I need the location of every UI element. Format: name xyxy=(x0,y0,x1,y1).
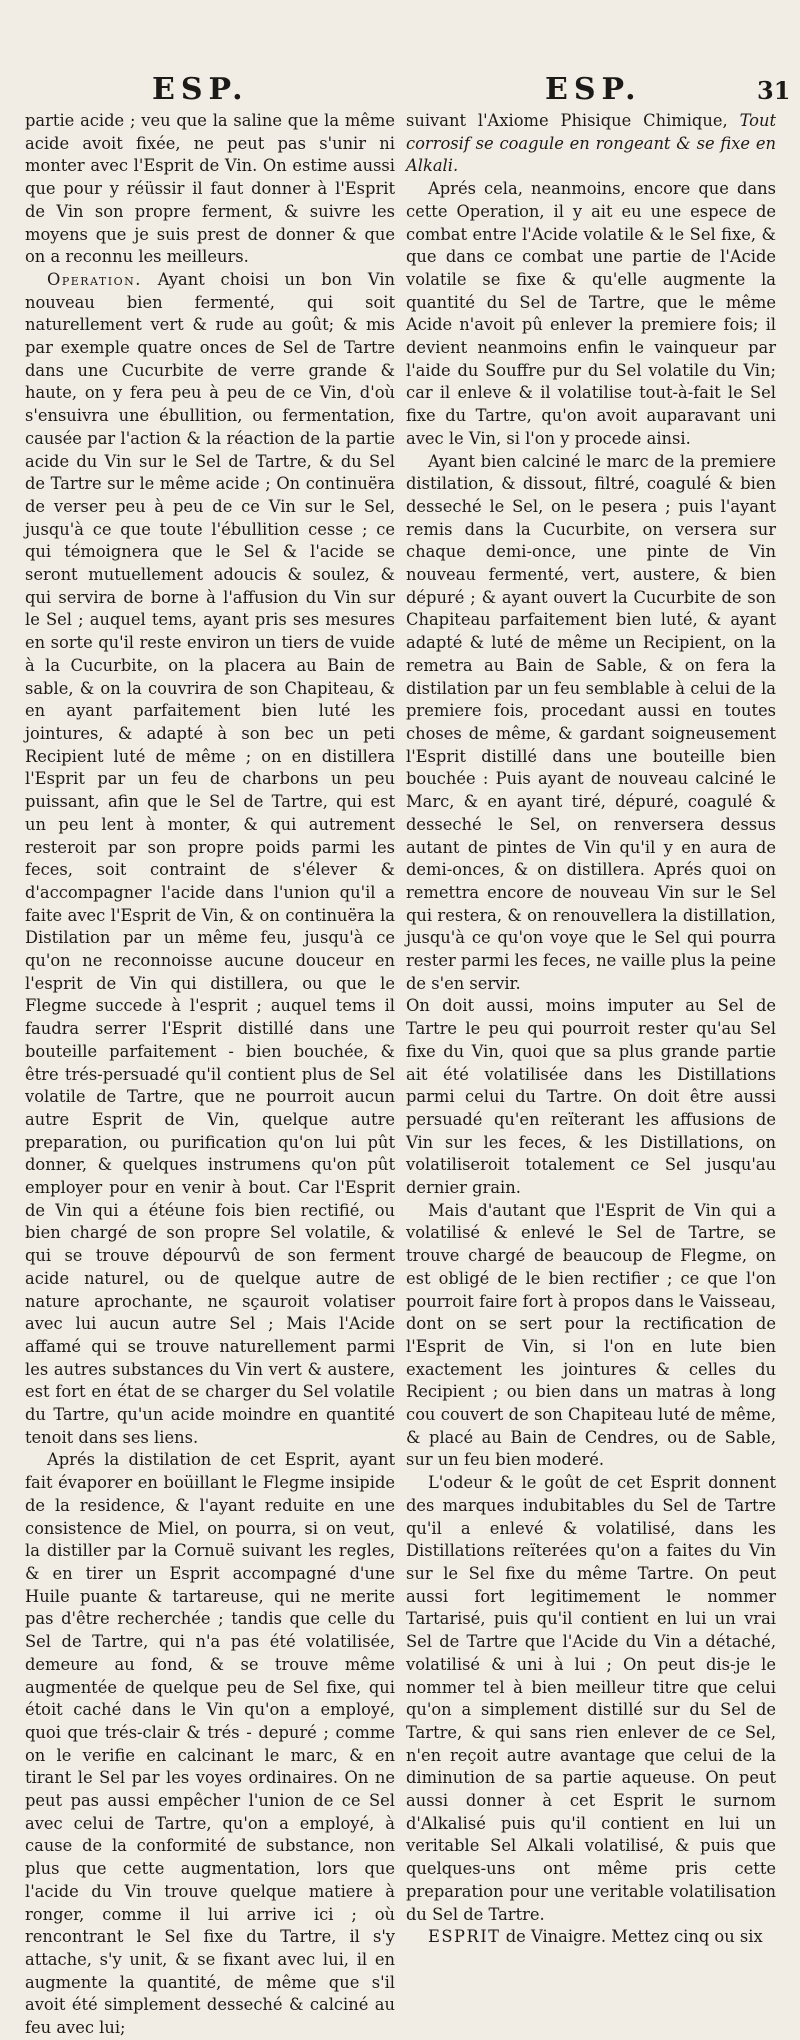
right-running-head: ESP. xyxy=(545,72,642,107)
paragraph: Aprés la distilation de cet Esprit, ayant fait évaporer en boüillant le Flegme insipide de la residence, & l'ayant reduite en une consistence de Miel, on pourra, si on veut, la distiller par la Cornuë suivant les regles, & en tirer un Esprit accompagné d'une Huile puante & tartareuse, qui ne merite pas d'être recherchée ; tandis que celle du Sel de Tartre, qui n'a pas été volatilisée, demeure au fond, & se trouve même augmentée de quelque peu de Sel fixe, qui étoit caché dans le Vin qu'on a employé, quoi que trés-clair & trés - depuré ; comme on le verifie en calcinant le marc, & en tirant le Sel par les voyes ordinaires. On ne peut pas aussi empêcher l'union de ce Sel avec celui de Tartre, qu'on a employé, à cause de la conformité de substance, non plus que cette augmentation, lors que l'acide du Vin trouve quelque matiere à ronger, comme il lui arrive ici ; où rencontrant le Sel fixe du Tartre, il s'y attache, s'y unit, & se fixant avec lui, il en augmente la quantité, de même que s'il avoit été simplement desseché & calciné au feu avec lui; xyxy=(25,1450,395,2038)
entry-heading: ESPRIT xyxy=(428,1927,501,1947)
operation-label: Operation. xyxy=(47,269,142,289)
paragraph: Aprés cela, neanmoins, encore que dans cette Operation, il y ait eu une espece de combat entre l'Acide volatile & le Sel fixe, & que dans ce combat une partie de l'Acide volatile se fixe & qu'elle augmente la quantité du Sel de Tartre, que le même Acide n'avoit pû enlever la premiere fois; il devient neanmoins enfin le vainqueur par l'aide du Souffre pur du Sel volatile du Vin; car il enleve & il volatilise tout-à-fait le Sel fixe du Tartre, qu'on avoit auparavant uni avec le Vin, si l'on y procede ainsi. xyxy=(406,179,776,448)
paragraph: Mais d'autant que l'Esprit de Vin qui a volatilisé & enlevé le Sel de Tartre, se trouve chargé de beaucoup de Flegme, on est obligé de le bien rectifier ; ce que l'on pourroit faire fort à propos dans le Vaisseau, dont on se sert pour la rectification de l'Esprit de Vin, si l'on en lute bien exactement les jointures & celles du Recipient ; ou bien dans un matras à long cou couvert de son Chapiteau luté de même, & placé au Bain de Cendres, ou de Sable, sur un feu bien moderé. xyxy=(406,1200,776,1470)
paragraph: partie acide ; veu que la saline que la même acide avoit fixée, ne peut pas s'unir ni monter avec l'Esprit de Vin. On estime aussi que pour y réüssir il faut donner à l'Esprit de Vin son propre ferment, & suivre les moyens que je suis prest de donner & que on a reconnu les meilleurs. xyxy=(25,111,395,267)
paragraph-text: suivant l'Axiome Phisique Chimique, xyxy=(406,111,728,130)
left-column xyxy=(25,110,395,2038)
entry-heading-paragraph xyxy=(406,1926,776,1949)
operation-paragraph xyxy=(25,269,395,1450)
running-header xyxy=(0,72,800,112)
axiom-paragraph xyxy=(406,110,776,178)
paragraph: On doit aussi, moins imputer au Sel de Tartre le peu qui pourroit rester qu'au Sel fixe du Vin, quoi que sa plus grande partie ait été volatilisée dans les Distillations parmi celui du Tartre. On doit être aussi persuadé qu'en reïterant les affusions de Vin sur les feces, & les Distillations, on volatiliseroit totalement ce Sel jusqu'au dernier grain. xyxy=(406,996,776,1198)
left-running-head: ESP. xyxy=(152,72,249,107)
paragraph: Ayant bien calciné le marc de la premiere distilation, & dissout, filtré, coagulé & bien desseché le Sel, on le pesera ; puis l'ayant remis dans la Cucurbite, on versera sur chaque demi-once, une pinte de Vin nouveau fermenté, vert, austere, & bien dépuré ; & ayant ouvert la Cucurbite de son Chapiteau parfaitement bien luté, & ayant adapté & luté de même un Recipient, on la remetra au Bain de Sable, & on fera la distilation par un feu semblable à celui de la premiere fois, procedant aussi en toutes choses de même, & gardant soigneusement l'Esprit distillé dans une bouteille bien bouchée : Puis ayant de nouveau calciné le Marc, & en ayant tiré, dépuré, coagulé & desseché le Sel, on renversera dessus autant de pintes de Vin qu'il y en aura de demi-onces, & on distillera. Aprés quoi on remettra encore de nouveau Vin sur le Sel qui restera, & on renouvellera la distillation, jusqu'à ce qu'on voye que le Sel qui pourra rester parmi les feces, ne vaille plus la peine de s'en servir. xyxy=(406,451,776,993)
right-column xyxy=(406,110,776,1947)
axiom-quote: Tout corrosif se coagule en rongeant & se fixe en Alkali. xyxy=(406,111,776,176)
paragraph-text: de Vinaigre. Mettez cinq ou six xyxy=(505,1927,763,1947)
page-number: 31 xyxy=(757,76,791,105)
paragraph-text: Ayant choisi un bon Vin nouveau bien fermenté, qui soit naturellement vert & rude au goût; & mis par exemple quatre onces de Sel de Tartre dans une Cucurbite de verre grande & haute, on y fera peu à peu de ce Vin, d'où s'ensuivra une ébullition, ou fermentation, causée par l'action & la réaction de la partie acide du Vin sur le Sel de Tartre, & du Sel de Tartre sur le même acide ; On continuëra de verser peu à peu de ce Vin sur le Sel, jusqu'à ce que toute l'ébullition cesse ; ce qui témoignera que le Sel & l'acide se seront mutuellement adoucis & soulez, & qui servira de borne à l'affusion du Vin sur le Sel ; auquel tems, ayant pris ses mesures en sorte qu'il reste environ un tiers de vuide à la Cucurbite, on la placera au Bain de sable, & on la couvrira de son Chapiteau, & en ayant parfaitement bien luté les jointures, & adapté à son bec un peti Recipient luté de même ; on en distillera l'Esprit par un feu de charbons un peu puissant, afin que le Sel de Tartre, qui est un peu lent à monter, & qui autrement resteroit par son propre poids parmi les feces, soit contraint de s'élever & d'accompagner l'acide dans l'union qu'il a faite avec l'Esprit de Vin, & on continuëra la Distilation par un même feu, jusqu'à ce qu'on ne reconnoisse aucune douceur en l'esprit de Vin qui distillera, ou que le Flegme succede à l'esprit ; auquel tems il faudra serrer l'Esprit distillé dans une bouteille parfaitement - bien bouchée, & être trés-persuadé qu'il contient plus de Sel volatile de Tartre, que ne pourroit aucun autre Esprit de Vin, quelque autre preparation, ou purification qu'on lui pût donner, & quelques instrumens qu'on pût employer pour en venir à bout. Car l'Esprit de Vin qui a étéune fois bien rectifié, ou bien chargé de son propre Sel volatile, & qui se trouve dépourvû de son ferment acide naturel, ou de quelque autre de nature aprochante, ne sçauroit volatiser avec lui aucun autre Sel ; Mais l'Acide affamé qui se trouve naturellement parmi les autres substances du Vin vert & austere, est fort en état de se charger du Sel volatile du Tartre, qu'un acide moindre en quantité tenoit dans ses liens. xyxy=(25,269,395,1447)
paragraph: L'odeur & le goût de cet Esprit donnent des marques indubitables du Sel de Tartre qu'il a enlevé & volatilisé, dans les Distillations reïterées qu'on a faites du Vin sur le Sel fixe du même Tartre. On peut aussi fort legitimement le nommer Tartarisé, puis qu'il contient en lui un vrai Sel de Tartre que l'Acide du Vin a détaché, volatilisé & uni à lui ; On peut dis-je le nommer tel à bien meilleur titre que celui qu'on a simplement distillé sur du Sel de Tartre, & qui sans rien enlever de ce Sel, n'en reçoit autre avantage que celui de la diminution de sa partie aqueuse. On peut aussi donner à cet Esprit le surnom d'Alkalisé puis qu'il contient en lui un veritable Sel Alkali volatilisé, & puis que quelques-uns ont même pris cette preparation pour une veritable volatilisation du Sel de Tartre. xyxy=(406,1473,776,1924)
